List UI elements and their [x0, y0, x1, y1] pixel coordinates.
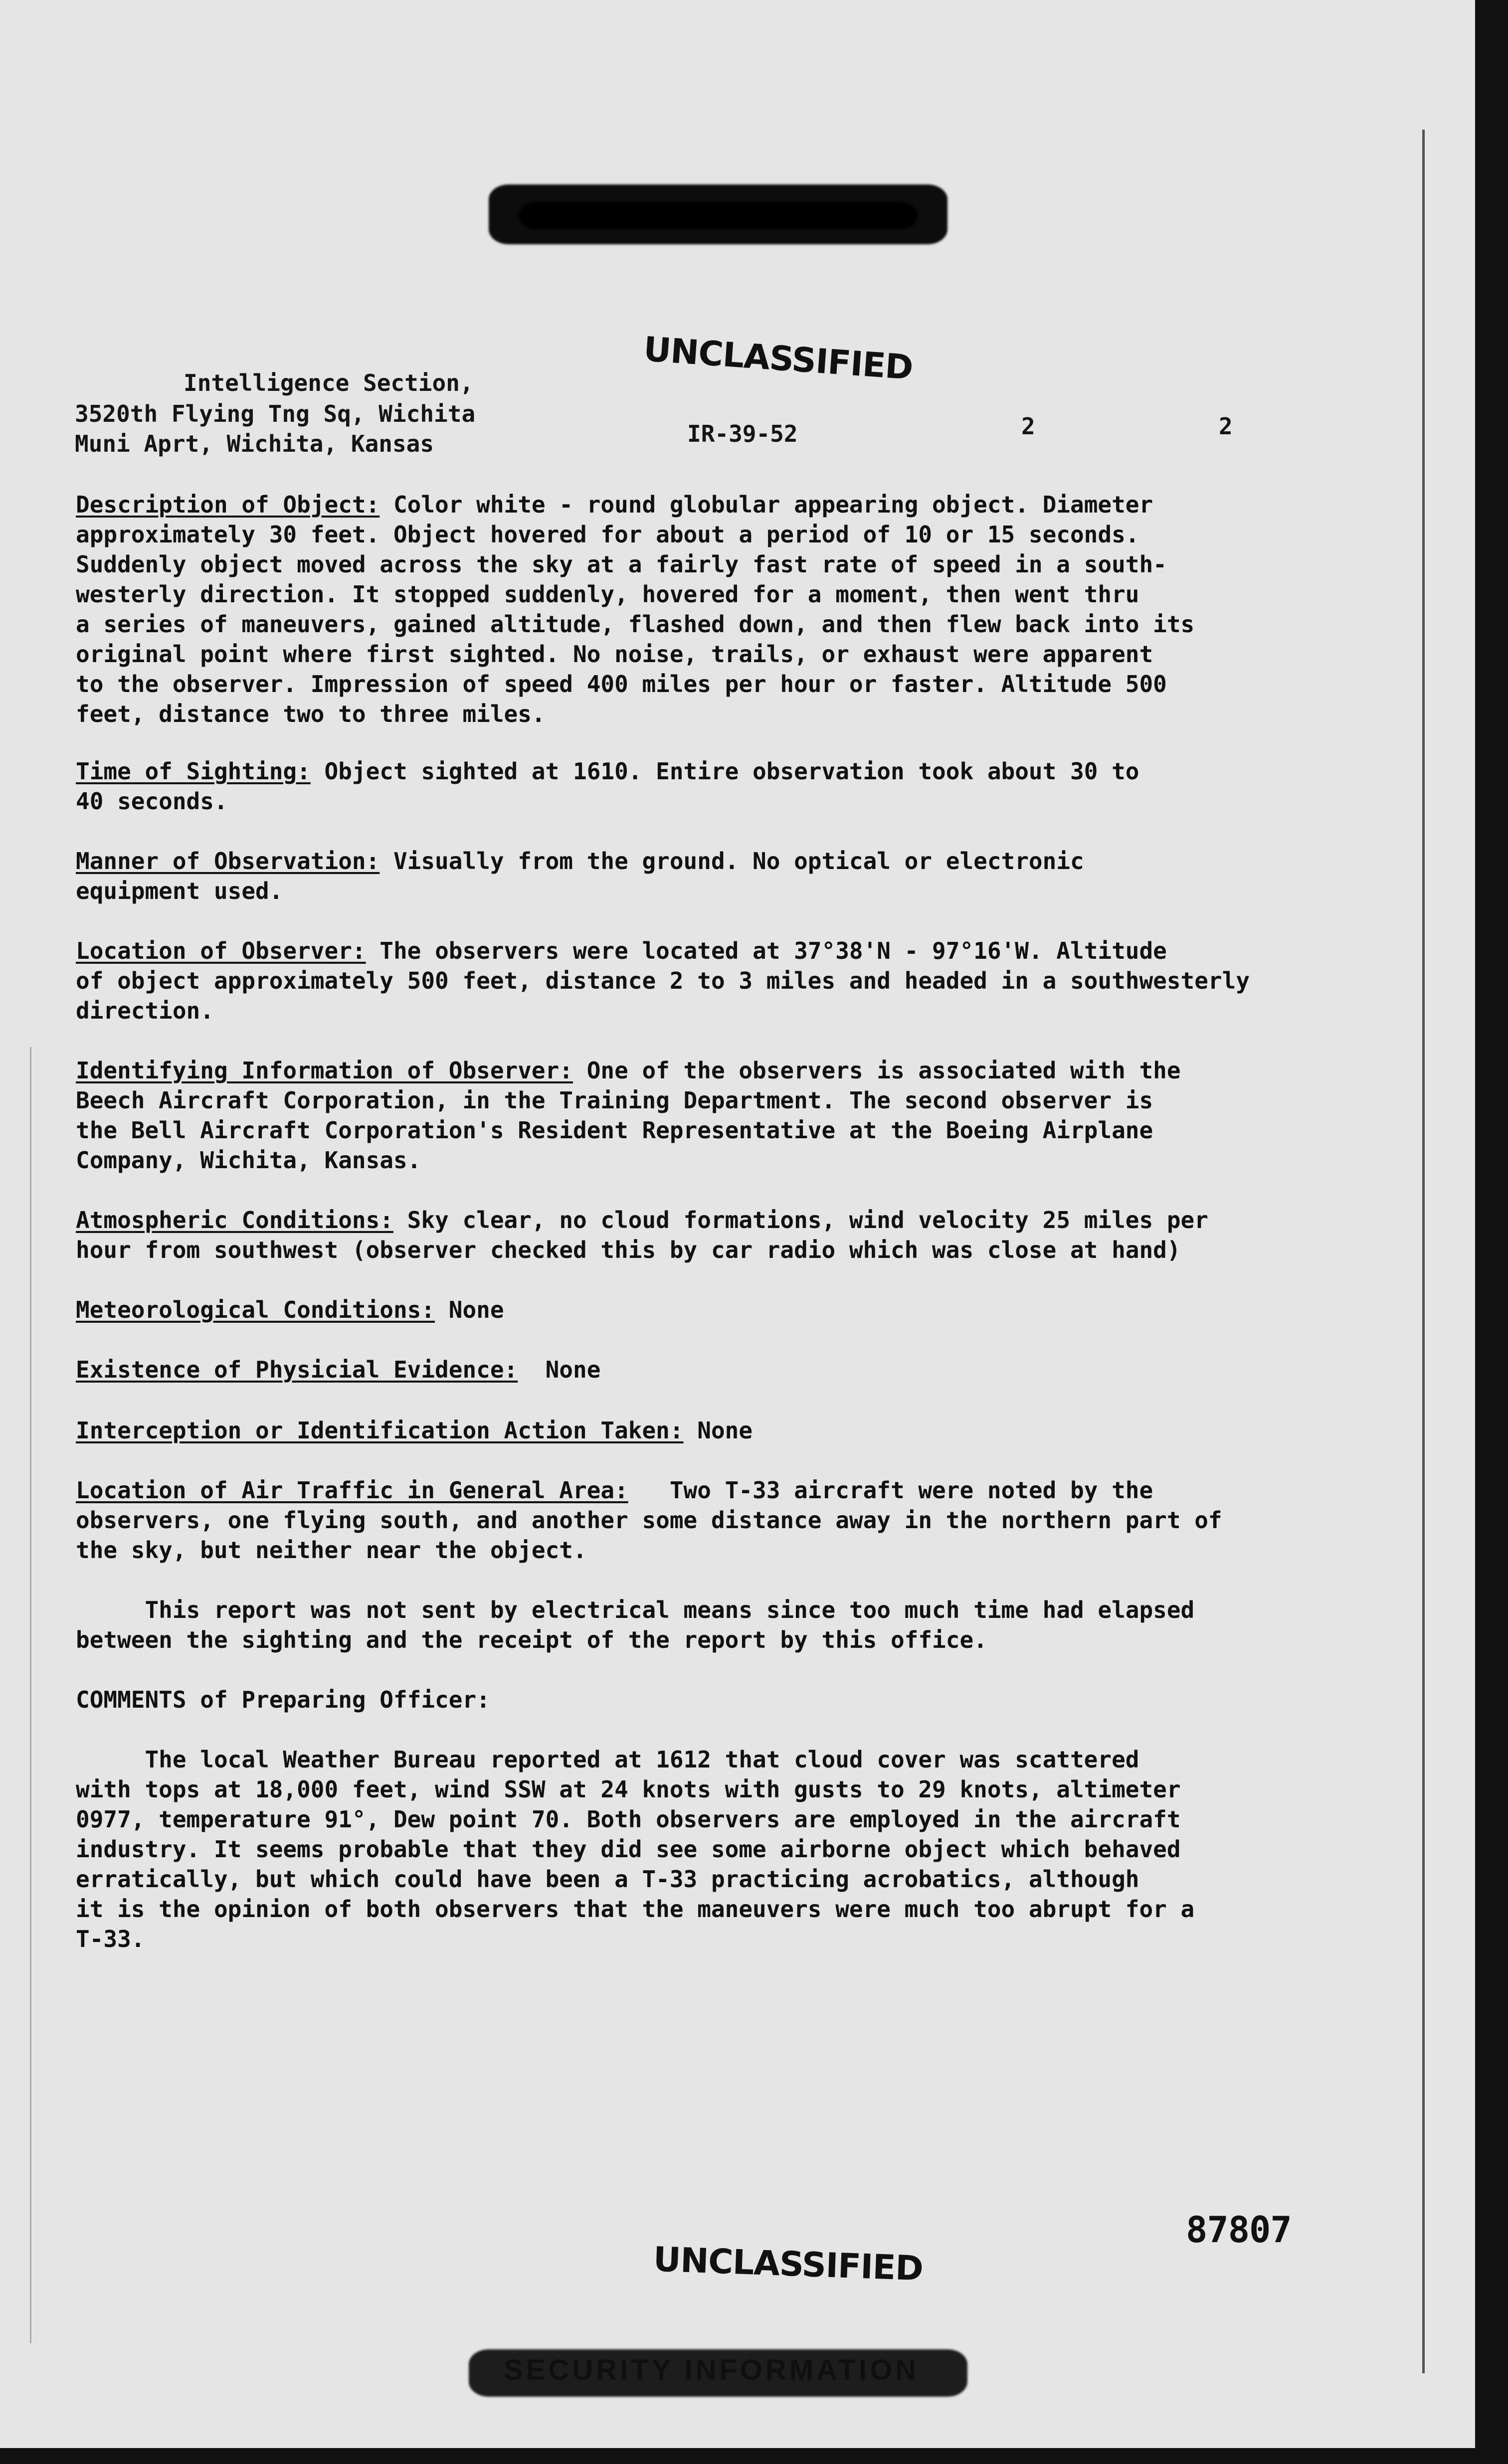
- section-time-of-sighting: [76, 758, 1372, 818]
- comments-line-7: T-33.: [76, 1926, 145, 1952]
- report-note-line-2: between the sighting and the receipt of the report by this office.: [76, 1626, 987, 1653]
- section-physical-evidence: [76, 1356, 1372, 1386]
- meteorological-label: Meteorological Conditions:: [76, 1296, 435, 1323]
- section-atmospheric-conditions: [76, 1207, 1372, 1266]
- interception-label: Interception or Identification Action Taken:: [76, 1417, 684, 1444]
- description-label: Description of Object:: [76, 491, 380, 518]
- comments-line-2: with tops at 18,000 feet, wind SSW at 24 knots with gusts to 29 knots, altimeter: [76, 1776, 1181, 1803]
- description-line-8: feet, distance two to three miles.: [76, 701, 546, 727]
- scan-border-bottom: [0, 2448, 1508, 2464]
- classification-stamp-top: UNCLASSIFIED: [642, 330, 914, 388]
- description-line-7: to the observer. Impression of speed 400 miles per hour or faster. Altitude 500: [76, 671, 1167, 698]
- report-number: IR-39-52: [687, 420, 798, 447]
- air-traffic-label: Location of Air Traffic in General Area:: [76, 1477, 628, 1504]
- manner-line-2: equipment used.: [76, 878, 283, 904]
- physical-value: None: [518, 1356, 601, 1383]
- page-number-2: 2: [1219, 413, 1233, 440]
- description-line-5: a series of maneuvers, gained altitude, flashed down, and then flew back into its: [76, 611, 1195, 638]
- section-manner-of-observation: [76, 848, 1372, 907]
- atmospheric-line-2: hour from southwest (observer checked this by car radio which was close at hand): [76, 1236, 1181, 1263]
- identifying-line-4: Company, Wichita, Kansas.: [76, 1147, 421, 1174]
- air-traffic-line-3: the sky, but neither near the object.: [76, 1537, 587, 1564]
- description-line-6: original point where first sighted. No noise, trails, or exhaust were apparent: [76, 641, 1153, 668]
- description-line-2: approximately 30 feet. Object hovered for about a period of 10 or 15 seconds.: [76, 521, 1139, 548]
- comments-line-4: industry. It seems probable that they did see some airborne object which behaved: [76, 1836, 1181, 1863]
- comments-line-5: erratically, but which could have been a T-33 practicing acrobatics, although: [76, 1866, 1139, 1893]
- physical-label: Existence of Physicial Evidence:: [76, 1356, 518, 1383]
- redaction-bottom: [469, 2349, 967, 2397]
- location-label: Location of Observer:: [76, 937, 366, 964]
- section-identifying-information: [76, 1057, 1372, 1177]
- air-traffic-line-2: observers, one flying south, and another some distance away in the northern part of: [76, 1507, 1222, 1534]
- manner-label: Manner of Observation:: [76, 848, 380, 875]
- section-air-traffic: [76, 1477, 1372, 1567]
- unit-line-2: 3520th Flying Tng Sq, Wichita: [75, 400, 476, 427]
- comments-line-6: it is the opinion of both observers that the maneuvers were much too abrupt for a: [76, 1896, 1195, 1923]
- atmospheric-label: Atmospheric Conditions:: [76, 1207, 393, 1233]
- page-number-1: 2: [1021, 413, 1035, 440]
- time-line-1: Object sighted at 1610. Entire observation took about 30 to: [310, 758, 1139, 785]
- location-line-2: of object approximately 500 feet, distance 2 to 3 miles and headed in a southwesterly: [76, 967, 1250, 994]
- section-interception-action: [76, 1417, 1372, 1447]
- section-location-of-observer: [76, 937, 1372, 1027]
- scan-border-right: [1475, 0, 1508, 2464]
- section-report-note: [76, 1596, 1372, 1656]
- interception-value: None: [683, 1417, 753, 1444]
- identifying-line-2: Beech Aircraft Corporation, in the Training Department. The second observer is: [76, 1087, 1153, 1114]
- location-line-1: The observers were located at 37°38'N - 97°16'W. Altitude: [366, 937, 1167, 964]
- identifying-line-1: One of the observers is associated with the: [573, 1057, 1181, 1084]
- comments-label: COMMENTS of Preparing Officer:: [76, 1686, 490, 1713]
- location-line-3: direction.: [76, 997, 214, 1024]
- atmospheric-line-1: Sky clear, no cloud formations, wind velocity 25 miles per: [393, 1207, 1208, 1233]
- redaction-top-streak: [519, 202, 918, 229]
- description-line-3: Suddenly object moved across the sky at a fairly fast rate of speed in a south-: [76, 551, 1167, 578]
- identifying-line-3: the Bell Aircraft Corporation's Resident Representative at the Boeing Airplane: [76, 1117, 1153, 1144]
- unit-line-3: Muni Aprt, Wichita, Kansas: [75, 430, 434, 457]
- identifying-label: Identifying Information of Observer:: [76, 1057, 573, 1084]
- scan-fold-line-left: [30, 1047, 31, 2343]
- meteorological-value: None: [435, 1296, 504, 1323]
- description-line-1: Color white - round globular appearing object. Diameter: [379, 491, 1153, 518]
- description-line-4: westerly direction. It stopped suddenly, hovered for a moment, then went thru: [76, 581, 1139, 608]
- document-number: 87807: [1186, 2209, 1292, 2251]
- section-description: [76, 491, 1372, 730]
- classification-stamp-bottom: UNCLASSIFIED: [652, 2240, 924, 2289]
- scan-fold-line-right: [1422, 130, 1425, 2373]
- manner-line-1: Visually from the ground. No optical or electronic: [379, 848, 1084, 875]
- time-line-2: 40 seconds.: [76, 788, 228, 815]
- unit-line-1: Intelligence Section,: [184, 369, 474, 396]
- air-traffic-line-1: Two T-33 aircraft were noted by the: [628, 1477, 1153, 1504]
- report-note-line-1: This report was not sent by electrical means since too much time had elapsed: [76, 1596, 1195, 1623]
- time-label: Time of Sighting:: [76, 758, 311, 785]
- section-meteorological-conditions: [76, 1296, 1372, 1326]
- comments-line-1: The local Weather Bureau reported at 1612 that cloud cover was scattered: [76, 1746, 1139, 1773]
- section-comments: [76, 1686, 1372, 1955]
- comments-line-3: 0977, temperature 91°, Dew point 70. Both observers are employed in the aircraft: [76, 1806, 1181, 1833]
